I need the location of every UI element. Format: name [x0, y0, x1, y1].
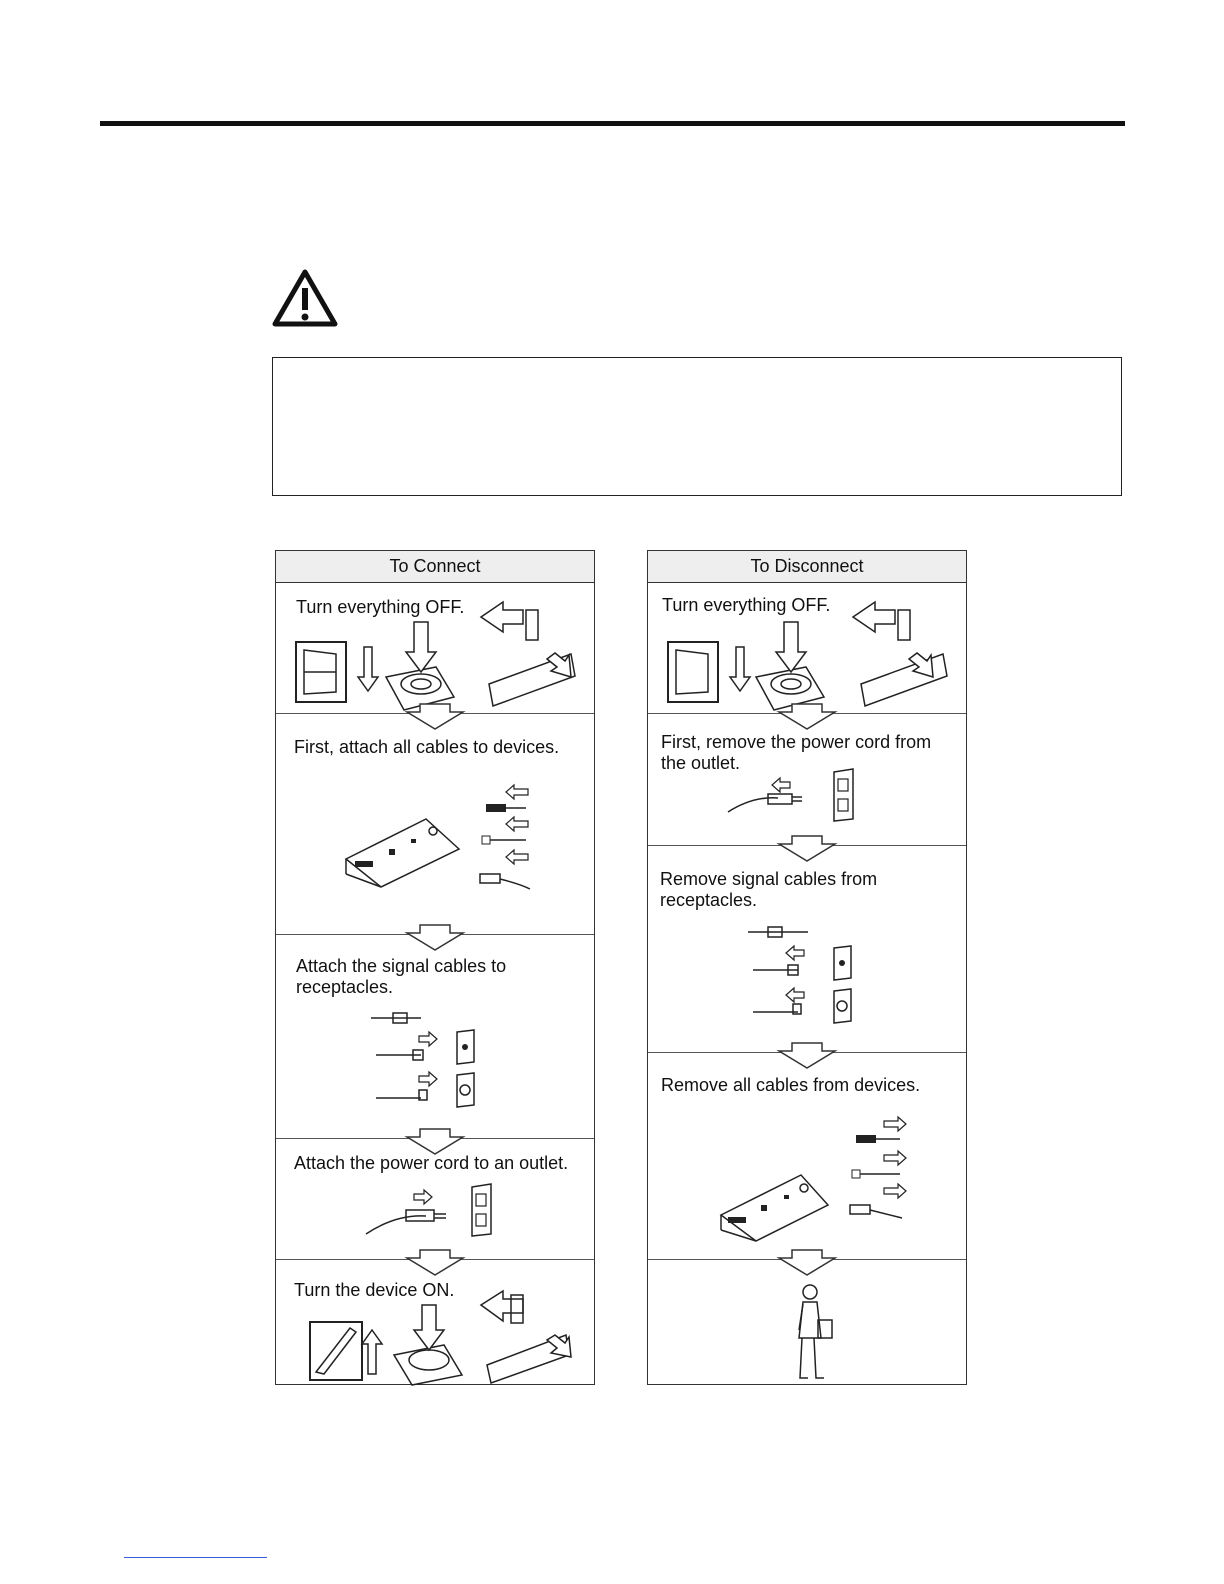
cable-plugs-icon — [728, 774, 838, 824]
disconnect-step-4 — [648, 1052, 966, 1260]
disconnect-step-1 — [648, 582, 966, 713]
down-arrow-icon — [777, 704, 837, 730]
walking-person-icon — [788, 1282, 838, 1384]
laptop-ports-icon — [341, 779, 466, 889]
down-arrow-icon — [777, 1043, 837, 1069]
slider-switch-icon — [471, 592, 591, 712]
down-arrow-icon — [777, 836, 837, 862]
power-button-icon — [376, 622, 456, 717]
disconnect-step-2-text: First, remove the power cord from the outlet. — [661, 732, 932, 773]
power-switch-icon — [292, 1302, 392, 1382]
connect-step-1-text: Turn everything OFF. — [296, 597, 465, 617]
connect-step-3 — [276, 934, 594, 1139]
notice-box — [272, 357, 1122, 496]
footer-link-line — [124, 1557, 267, 1558]
disconnect-header: To Disconnect — [648, 551, 966, 583]
wall-outlet-icon — [831, 946, 861, 1041]
down-arrow-icon — [777, 1250, 837, 1276]
disconnect-panel — [647, 550, 967, 1385]
slider-switch-icon — [843, 592, 963, 712]
disconnect-step-3-text: Remove signal cables from receptacles. — [660, 869, 878, 910]
down-arrow-icon — [405, 1129, 465, 1155]
wall-outlet-icon — [454, 1030, 484, 1125]
connect-step-4-text: Attach the power cord to an outlet. — [294, 1153, 569, 1173]
down-arrow-icon — [405, 1250, 465, 1276]
connect-step-2-text: First, attach all cables to devices. — [294, 737, 560, 757]
down-arrow-icon — [405, 704, 465, 730]
header-rule — [100, 121, 1125, 126]
warning-triangle-icon — [272, 268, 338, 328]
connect-panel — [275, 550, 595, 1385]
disconnect-step-3 — [648, 845, 966, 1053]
disconnect-step-4-text: Remove all cables from devices. — [661, 1075, 921, 1095]
disconnect-step-5 — [648, 1259, 966, 1385]
connect-step-2 — [276, 713, 594, 935]
connect-step-5-text: Turn the device ON. — [294, 1280, 455, 1300]
laptop-ports-icon — [716, 1135, 841, 1245]
slider-switch-icon — [471, 1285, 591, 1385]
cable-plugs-icon — [476, 779, 536, 899]
wall-outlet-icon — [831, 769, 861, 829]
connect-step-1 — [276, 582, 594, 713]
power-button-icon — [746, 622, 826, 717]
connect-step-5 — [276, 1259, 594, 1385]
power-button-icon — [384, 1305, 464, 1385]
connect-step-3-text: Attach the signal cables to receptacles. — [296, 956, 507, 997]
wall-outlet-icon — [469, 1184, 499, 1244]
connect-header: To Connect — [276, 551, 594, 583]
disconnect-step-1-text: Turn everything OFF. — [662, 595, 831, 615]
down-arrow-icon — [405, 925, 465, 951]
disconnect-step-2 — [648, 713, 966, 846]
cable-plugs-icon — [846, 1115, 906, 1235]
connect-step-4 — [276, 1138, 594, 1260]
